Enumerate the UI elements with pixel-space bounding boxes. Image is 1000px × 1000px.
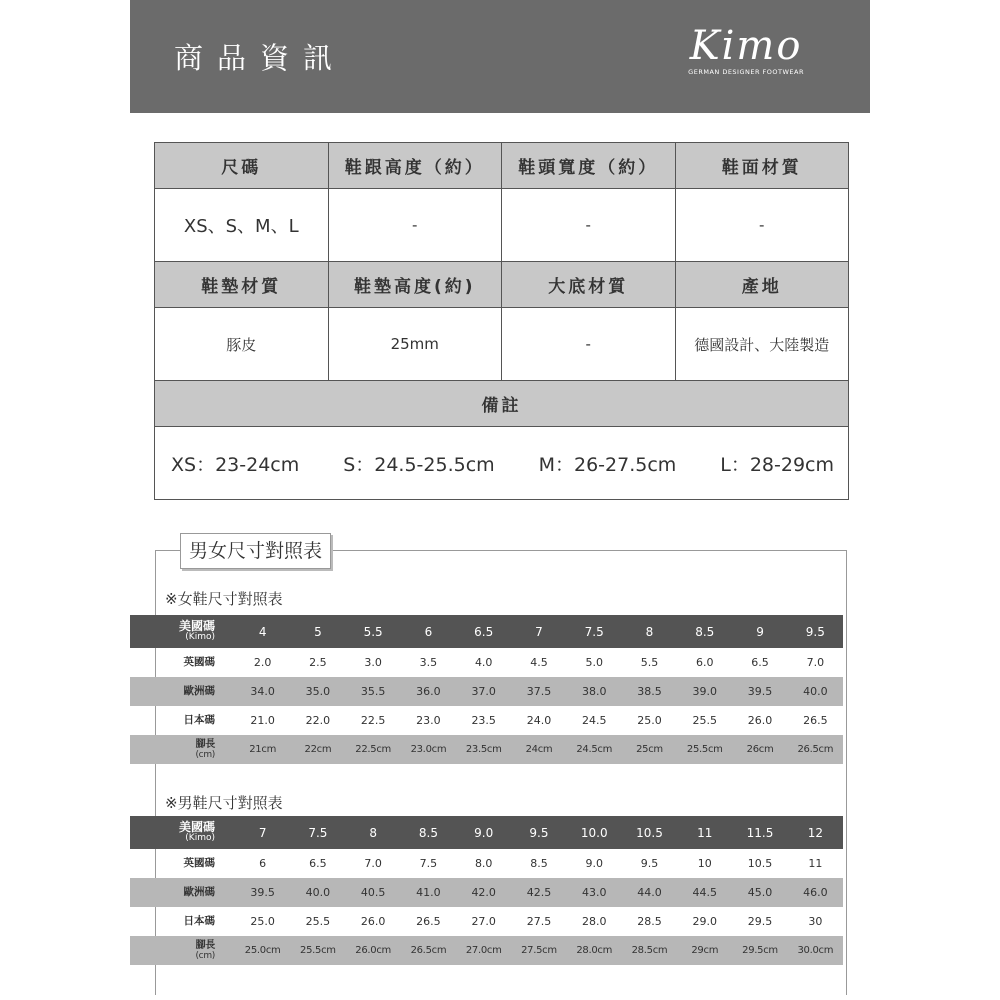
size-cell: 11 [677,816,732,849]
women-size-row [130,677,843,706]
size-cell: 25.0 [250,915,275,928]
size-cell: 29.0 [692,915,717,928]
size-cell: 40.5 [346,878,401,907]
size-cell: 24.5cm [567,735,622,764]
size-cell: 37.5 [511,677,566,706]
women-size-table [130,615,843,764]
header-upper-material: 鞋面材質 [675,143,849,189]
size-cell: 46.0 [788,878,843,907]
size-cell: 27.0cm [456,936,511,965]
size-cell: 6 [259,857,267,870]
size-cell: 25.5 [692,714,717,727]
size-cell: 22.5 [360,714,386,727]
size-cell: 24cm [511,735,566,764]
men-size-row [130,816,843,849]
value-upper-material: - [675,189,849,262]
size-cell: 5.0 [585,656,603,669]
size-cell: 9.0 [456,816,511,849]
size-row-label-text: 日本碼 [183,915,215,927]
note-l: L：28-29cm [720,453,834,476]
men-size-table [130,816,843,965]
women-size-row [130,706,843,735]
size-cell: 26.0cm [346,936,401,965]
size-cell: 26.5cm [788,735,843,764]
women-size-title: ※女鞋尺寸對照表 [165,590,283,608]
size-cell: 44.5 [677,878,732,907]
brand-logo [688,23,804,76]
size-cell: 26.5 [416,915,441,928]
size-cell: 11.5 [732,816,787,849]
product-info-table [154,142,849,500]
size-row-label [130,907,235,936]
size-cell: 24.5 [581,714,607,727]
size-cell: 23.5 [471,714,496,727]
size-cell: 38.5 [622,677,677,706]
size-row-label-text: 腳長 [195,939,215,951]
size-cell: 6.5 [309,857,327,870]
size-cell: 25.5cm [290,936,345,965]
size-cell: 39.0 [677,677,732,706]
size-cell: 7.5 [567,615,622,648]
value-toe-width: - [502,189,676,262]
size-cell: 23.0 [416,714,441,727]
size-cell: 10.0 [567,816,622,849]
size-cell: 21.0 [250,714,275,727]
size-cell: 9.5 [640,857,659,870]
size-cell: 3.0 [364,656,382,669]
size-row-label-sub: (cm) [195,749,215,760]
size-cell: 29.5cm [732,936,787,965]
info-value-row [155,189,849,262]
size-cell: 35.5 [346,677,401,706]
size-row-label-text: 歐洲碼 [183,886,215,898]
size-row-label [130,849,235,878]
notes-list [155,427,848,499]
size-row-label-text: 腳長 [195,738,215,750]
note-m: M：26-27.5cm [538,453,677,476]
size-cell: 30.0cm [788,936,843,965]
header-insole-height: 鞋墊高度(約) [328,262,502,308]
value-heel-height: - [328,189,502,262]
size-cell: 7 [511,615,566,648]
size-cell: 7.5 [419,857,438,870]
size-cell: 9 [732,615,787,648]
size-cell: 9.5 [788,615,843,648]
size-cell: 22.0 [305,714,331,727]
logo-tagline: GERMAN DESIGNER FOOTWEAR [688,68,804,76]
size-cell: 24.0 [526,714,552,727]
size-cell: 3.5 [419,656,438,669]
size-cell: 9.5 [511,816,566,849]
women-size-row [130,615,843,648]
size-cell: 27.5 [526,915,552,928]
size-cell: 26cm [732,735,787,764]
header-insole-material: 鞋墊材質 [155,262,329,308]
size-row-label-sub: (Kimo) [185,631,215,642]
size-cell: 4.0 [474,656,493,669]
size-cell: 8 [346,816,401,849]
size-cell: 42.0 [456,878,511,907]
size-cell: 25.5 [305,915,331,928]
size-cell: 38.0 [567,677,622,706]
header-origin: 產地 [675,262,849,308]
size-cell: 26.0 [747,714,773,727]
size-cell: 6.5 [751,656,769,669]
info-header-row [155,143,849,189]
size-row-label-text: 歐洲碼 [183,685,215,697]
size-cell: 25.5cm [677,735,732,764]
notes-cell [155,427,849,500]
size-cell: 2.5 [309,656,327,669]
men-size-row [130,849,843,878]
size-cell: 37.0 [456,677,511,706]
size-cell: 39.5 [235,878,290,907]
men-size-row [130,936,843,965]
size-cell: 8.0 [474,857,493,870]
size-cell: 21cm [235,735,290,764]
size-cell: 7.0 [806,656,825,669]
size-row-label-sub: (Kimo) [185,832,215,843]
size-cell: 27.0 [471,915,496,928]
size-cell: 5.5 [346,615,401,648]
men-size-row [130,878,843,907]
logo-wordmark: Kimo [689,23,803,69]
page-title: 商品資訊 [174,41,347,75]
women-size-row [130,648,843,677]
women-size-row [130,735,843,764]
size-cell: 8.5 [530,857,548,870]
size-cell: 39.5 [732,677,787,706]
size-cell: 26.5 [803,714,828,727]
size-cell: 28.0 [581,915,607,928]
size-row-label [130,816,235,849]
size-cell: 26.5cm [401,936,456,965]
size-cell: 40.0 [788,677,843,706]
size-cell: 27.5cm [511,936,566,965]
value-insole-material: 豚皮 [155,308,329,381]
size-cell: 44.0 [622,878,677,907]
size-cell: 7 [235,816,290,849]
value-origin: 德國設計、大陸製造 [675,308,849,381]
size-row-label [130,936,235,965]
size-cell: 5 [290,615,345,648]
size-row-label [130,648,235,677]
value-insole-height: 25mm [328,308,502,381]
size-cell: 25.0cm [235,936,290,965]
size-cell: 23.5cm [456,735,511,764]
size-row-label-text: 日本碼 [183,714,215,726]
men-size-title: ※男鞋尺寸對照表 [165,794,283,812]
size-cell: 28.0cm [567,936,622,965]
size-cell: 11 [808,857,823,870]
size-row-label-text: 英國碼 [183,857,215,869]
size-cell: 23.0cm [401,735,456,764]
size-cell: 22cm [290,735,345,764]
size-cell: 8.5 [401,816,456,849]
size-cell: 26.0 [360,915,386,928]
size-cell: 8.5 [677,615,732,648]
men-size-row [130,907,843,936]
info-value-row [155,308,849,381]
size-cell: 8 [622,615,677,648]
size-cell: 28.5cm [622,936,677,965]
size-row-label [130,706,235,735]
size-row-label-text: 美國碼 [178,819,215,834]
size-row-label [130,677,235,706]
size-cell: 5.5 [640,656,659,669]
size-cell: 35.0 [290,677,345,706]
size-cell: 9.0 [585,857,603,870]
notes-header: 備註 [155,381,849,427]
note-xs: XS：23-24cm [171,453,300,476]
size-cell: 4 [235,615,290,648]
size-row-label-text: 英國碼 [183,656,215,668]
size-cell: 45.0 [732,878,787,907]
size-cell: 29cm [677,936,732,965]
size-row-label [130,615,235,648]
size-cell: 34.0 [235,677,290,706]
size-cell: 29.5 [747,915,773,928]
size-cell: 2.0 [253,656,272,669]
header-outsole-material: 大底材質 [502,262,676,308]
header-banner [130,0,870,113]
size-cell: 36.0 [401,677,456,706]
size-cell: 28.5 [637,915,662,928]
info-header-row [155,262,849,308]
size-cell: 7.5 [290,816,345,849]
notes-header-row [155,381,849,427]
size-cell: 7.0 [364,857,382,870]
notes-row [155,427,849,500]
size-cell: 12 [788,816,843,849]
size-cell: 22.5cm [346,735,401,764]
size-cell: 10.5 [747,857,773,870]
size-cell: 25cm [622,735,677,764]
size-chart-tab-title: 男女尺寸對照表 [180,533,331,569]
header-size: 尺碼 [155,143,329,189]
size-cell: 10.5 [622,816,677,849]
size-cell: 42.5 [511,878,566,907]
header-heel-height: 鞋跟高度（約） [328,143,502,189]
size-cell: 43.0 [567,878,622,907]
size-row-label-text: 美國碼 [178,618,215,633]
size-cell: 6.0 [696,656,714,669]
size-cell: 25.0 [637,714,662,727]
size-cell: 41.0 [401,878,456,907]
size-cell: 6.5 [456,615,511,648]
size-cell: 6 [401,615,456,648]
size-row-label [130,878,235,907]
value-outsole-material: - [502,308,676,381]
size-row-label-sub: (cm) [195,950,215,961]
size-cell: 4.5 [530,656,548,669]
size-cell: 40.0 [290,878,345,907]
size-cell: 30 [808,915,823,928]
size-row-label [130,735,235,764]
value-size: XS、S、M、L [155,189,329,262]
size-cell: 10 [697,857,712,870]
note-s: S：24.5-25.5cm [343,453,495,476]
header-toe-width: 鞋頭寬度（約） [502,143,676,189]
